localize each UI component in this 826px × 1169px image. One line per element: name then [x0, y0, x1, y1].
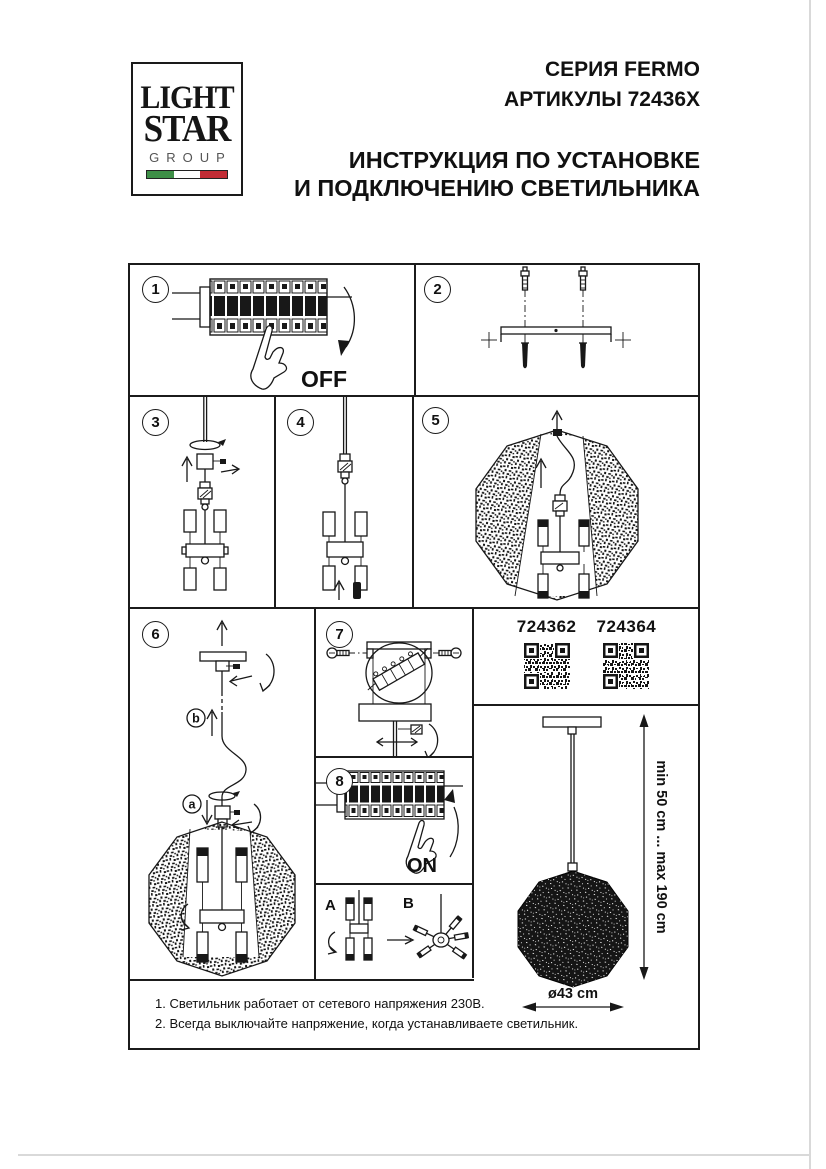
- step-3-number: 3: [142, 409, 169, 436]
- instruction-title-line1: ИНСТРУКЦИЯ ПО УСТАНОВКЕ: [348, 147, 700, 173]
- header: [294, 58, 700, 202]
- step-2-bracket-diagram: [415, 263, 700, 396]
- rotate-up-arrow: [450, 807, 458, 857]
- lightstar-logo: [131, 62, 243, 196]
- logo-word-light: LIGHT: [140, 79, 234, 116]
- articles-title: АРТИКУЛЫ 72436X: [504, 88, 700, 111]
- lamp-bulb-icon: [353, 582, 361, 599]
- qr-code-icon: [600, 640, 652, 692]
- anchor-bolt: [521, 334, 529, 368]
- page-edge-bottom: [18, 1154, 811, 1156]
- arm-configurations-diagram: [315, 884, 473, 980]
- step-8-number: 8: [326, 768, 353, 795]
- marker-b: b: [192, 711, 200, 726]
- italian-flag-icon: [146, 170, 228, 179]
- bracket-assembly: [481, 267, 631, 368]
- step-1-number: 1: [142, 276, 169, 303]
- variant-a-label: A: [325, 897, 336, 914]
- qr-variant-left: [517, 617, 577, 705]
- crosshair-mark: [481, 332, 497, 348]
- page-edge-right: [809, 0, 811, 1169]
- screw-icon: [431, 648, 461, 658]
- config-b-sputnik: [413, 894, 470, 960]
- instruction-title-line2: И ПОДКЛЮЧЕНИЮ СВЕТИЛЬНИКА: [293, 175, 700, 202]
- step-5-shade-diagram: [413, 396, 700, 608]
- article-number: 724362: [516, 617, 577, 636]
- pendant-dimensions-diagram: [473, 705, 700, 1050]
- rotate-down-arrow: [344, 287, 354, 347]
- diameter-label: ø43 cm: [548, 986, 598, 1002]
- height-range-label: min 50 cm ... max 190 cm: [653, 760, 669, 934]
- step-6-number: 6: [142, 621, 169, 648]
- ceiling-plate: [543, 717, 601, 727]
- on-label: ON: [407, 855, 437, 877]
- anchor-bolt: [579, 334, 587, 368]
- step-1-breaker-off-diagram: [128, 263, 415, 396]
- height-dimension: [640, 714, 670, 980]
- variant-b-label: B: [403, 895, 414, 912]
- article-number: 724364: [596, 617, 657, 636]
- step-6-assembly-diagram: [128, 608, 315, 980]
- note-2: 2. Всегда выключайте напряжение, когда устанавливаете светильник.: [155, 1016, 579, 1031]
- step-5-number: 5: [422, 407, 449, 434]
- marker-a: a: [188, 797, 196, 812]
- screw-icon: [327, 648, 367, 658]
- crosshair-mark: [615, 332, 631, 348]
- note-1: 1. Светильник работает от сетевого напряжения 230В.: [155, 996, 485, 1011]
- qr-code-block: [473, 608, 700, 705]
- step-2-number: 2: [424, 276, 451, 303]
- series-title: СЕРИЯ FERMO: [544, 58, 700, 81]
- breaker-panel: [172, 279, 352, 335]
- diameter-dimension: [522, 986, 624, 1012]
- step-7-number: 7: [326, 621, 353, 648]
- instruction-title: [294, 146, 700, 202]
- qr-variant-right: [597, 617, 657, 705]
- step-4-number: 4: [287, 409, 314, 436]
- lamp-frame: [182, 510, 228, 590]
- off-label: OFF: [301, 366, 347, 392]
- logo-word-star: STAR: [143, 106, 231, 150]
- logo-word-group: GROUP: [149, 149, 232, 165]
- qr-code-icon: [521, 640, 573, 692]
